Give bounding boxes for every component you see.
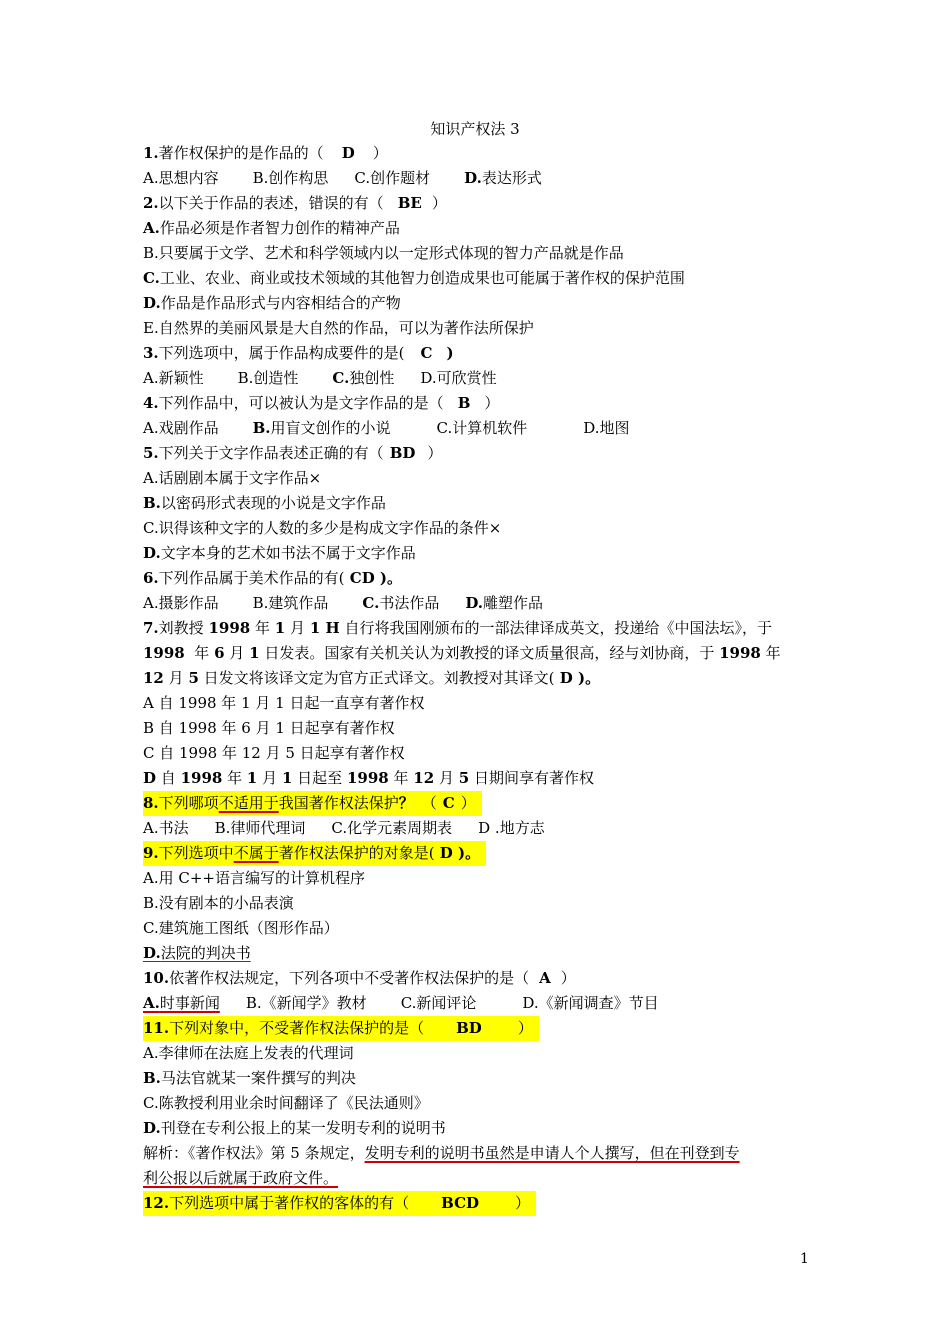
text: 刘教授 — [158, 619, 204, 637]
option-text: A 自 1998 年 1 月 1 日起一直享有著作权 — [143, 694, 425, 712]
text: 1998 — [346, 769, 389, 787]
text: 月 — [438, 769, 454, 787]
option-c: 书法作品 — [379, 594, 440, 612]
text: 年 — [393, 769, 409, 787]
question-bracket: ） — [484, 394, 500, 412]
option-text: C 自 1998 年 12 月 5 日起享有著作权 — [143, 744, 405, 762]
option-b: 用盲文创作的小说 — [270, 419, 391, 437]
option-text: B.没有剧本的小品表演 — [143, 894, 294, 912]
option-b: B.建筑作品 — [252, 594, 329, 612]
option-a: A.新颖性 — [143, 369, 204, 387]
option-d: D.《新闻调查》节目 — [522, 994, 659, 1012]
option-d-key: D. — [465, 594, 484, 612]
option-c: C.新闻评论 — [400, 994, 477, 1012]
option-key: B. — [143, 494, 161, 512]
option-c: C.化学元素周期表 — [331, 819, 453, 837]
question-bracket: ） — [517, 1019, 533, 1037]
question-bracket: )。 — [458, 844, 481, 862]
answer: BD — [389, 444, 416, 462]
option-key: D. — [143, 944, 161, 962]
question-number: 5. — [143, 444, 159, 462]
text: 1998 — [143, 644, 185, 662]
text: 月 — [229, 644, 245, 662]
answer: BE — [397, 194, 422, 212]
text: 日发表。国家有关机关认为刘教授的译文质量很高，经与刘协商，于 — [264, 644, 715, 662]
question-8 — [143, 791, 482, 816]
text: 1998 — [208, 619, 251, 637]
option-c: C.创作题材 — [354, 169, 431, 187]
question-text: 我国著作权法保护 — [278, 794, 399, 812]
text: 1 — [274, 619, 286, 637]
answer: C — [420, 344, 433, 362]
option-text: 工业、农业、商业或技术领域的其他智力创造成果也可能属于著作权的保护范围 — [159, 269, 685, 287]
option-a: A.戏剧作品 — [143, 419, 219, 437]
text: 1998 — [180, 769, 223, 787]
question-text: 以下关于作品的表述，错误的有（ — [158, 194, 384, 212]
question-text: 著作权保护的是作品的（ — [158, 144, 324, 162]
option-a: 时事新闻 — [159, 994, 220, 1012]
question-text: 下列哪项 — [158, 794, 219, 812]
text: 1 — [249, 644, 260, 662]
question-bracket: ) — [446, 344, 454, 362]
question-number: 10. — [143, 969, 170, 987]
question-number: 1. — [143, 144, 159, 162]
option-b — [143, 491, 813, 516]
option-text: 法院的判决书 — [160, 944, 251, 962]
option-b: B.创造性 — [237, 369, 299, 387]
option-text: 刊登在专利公报上的某一发明专利的说明书 — [160, 1119, 446, 1137]
answer: D — [341, 144, 355, 162]
option-c — [143, 266, 813, 291]
question-list — [143, 141, 813, 1216]
question-6 — [143, 566, 813, 591]
question-1 — [143, 141, 813, 166]
option-text: C.陈教授利用业余时间翻译了《民法通则》 — [143, 1094, 429, 1112]
text: 年 — [194, 644, 210, 662]
option-d: D.可欣赏性 — [420, 369, 497, 387]
document-title: 知识产权法 3 — [430, 120, 520, 138]
text: 月 — [290, 619, 306, 637]
option-key: A. — [143, 219, 160, 237]
question-number: 8. — [143, 794, 159, 812]
question-10 — [143, 966, 813, 991]
text: 6 — [214, 644, 225, 662]
question-number: 2. — [143, 194, 159, 212]
option-c — [143, 741, 813, 766]
text: 1 — [281, 769, 293, 787]
option-d — [143, 1116, 813, 1141]
question-11 — [143, 1016, 539, 1041]
option-e — [143, 316, 813, 341]
option-key: D. — [143, 1119, 161, 1137]
text: 日期间享有著作权 — [473, 769, 594, 787]
option-c — [143, 916, 813, 941]
question-number: 7. — [143, 619, 159, 637]
question-text: 下列选项中属于著作权的客体的有（ — [169, 1194, 410, 1212]
text: 12 — [413, 769, 435, 787]
option-a — [143, 691, 813, 716]
option-key: D. — [143, 294, 161, 312]
question-text: 下列选项中 — [158, 844, 234, 862]
option-b — [143, 241, 813, 266]
text: 年 — [227, 769, 243, 787]
option-c-key: C. — [332, 369, 350, 387]
text: 月 — [262, 769, 278, 787]
option-text: C.识得该种文字的人数的多少是构成文字作品的条件× — [143, 519, 502, 537]
question-4-options — [143, 416, 813, 441]
option-key: B. — [143, 1069, 161, 1087]
answer: BCD — [441, 1194, 480, 1212]
option-text: C.建筑施工图纸（图形作品） — [143, 919, 339, 937]
text: 日发文将该译文定为官方正式译文。刘教授对其译文( — [203, 669, 555, 687]
option-text: A.话剧剧本属于文字作品× — [143, 469, 322, 487]
text: 1 H — [309, 619, 340, 637]
option-key: D — [143, 769, 157, 787]
option-d: D .地方志 — [478, 819, 545, 837]
option-d: D.地图 — [583, 419, 630, 437]
question-8-options — [143, 816, 813, 841]
question-4 — [143, 391, 813, 416]
question-number: 6. — [143, 569, 159, 587]
question-bracket: ） — [372, 144, 388, 162]
text: 1 — [246, 769, 258, 787]
question-text: 下列作品中，可以被认为是文字作品的是（ — [158, 394, 444, 412]
explanation-line-1 — [143, 1141, 813, 1166]
question-bracket: )。 — [379, 569, 403, 587]
option-text: E.自然界的美丽风景是大自然的作品，可以为著作法所保护 — [143, 319, 534, 337]
option-text: 文字本身的艺术如书法不属于文字作品 — [160, 544, 416, 562]
question-number: 12. — [143, 1194, 170, 1212]
answer: B — [457, 394, 471, 412]
question-text: 下列关于文字作品表述正确的有（ — [158, 444, 384, 462]
option-b — [143, 891, 813, 916]
option-b-key: B. — [252, 419, 271, 437]
option-a: A.摄影作品 — [143, 594, 219, 612]
question-text: 下列对象中，不受著作权法保护的是（ — [169, 1019, 425, 1037]
text: 月 — [168, 669, 184, 687]
text: 5 — [458, 769, 470, 787]
explanation-line-2 — [143, 1166, 813, 1191]
answer: BD — [456, 1019, 482, 1037]
question-number: 3. — [143, 344, 159, 362]
text: 12 — [143, 669, 164, 687]
question-bracket: ） — [460, 794, 476, 812]
option-c: 独创性 — [349, 369, 395, 387]
question-7-line-2 — [143, 641, 813, 666]
question-bracket: ） — [431, 194, 447, 212]
question-number: 9. — [143, 844, 159, 862]
option-a — [143, 466, 813, 491]
option-text: B 自 1998 年 6 月 1 日起享有著作权 — [143, 719, 395, 737]
answer: CD — [344, 569, 380, 587]
question-text: 著作权法保护的对象是( — [278, 844, 435, 862]
option-b — [143, 716, 813, 741]
option-text: 作品必须是作者智力创作的精神产品 — [159, 219, 400, 237]
text: 自行将我国刚颁布的一部法律译成英文，投递给《中国法坛》，于 — [344, 619, 772, 637]
text: 自 — [160, 769, 176, 787]
option-text: 作品是作品形式与内容相结合的产物 — [160, 294, 401, 312]
question-text: 下列作品属于美术作品的有( — [158, 569, 345, 587]
option-d-key: D. — [464, 169, 482, 187]
explanation-text-underlined: 利公报以后就属于政府文件。 — [143, 1169, 339, 1187]
option-a — [143, 866, 813, 891]
question-10-options — [143, 991, 813, 1016]
question-number: 11. — [143, 1019, 170, 1037]
question-text: 依著作权法规定，下列各项中不受著作权法保护的是（ — [169, 969, 530, 987]
question-9 — [143, 841, 486, 866]
option-c: C.计算机软件 — [436, 419, 528, 437]
page-number: 1 — [800, 1251, 809, 1267]
question-number: 4. — [143, 394, 159, 412]
text: )。 — [577, 669, 601, 687]
option-a-key: A. — [143, 994, 160, 1012]
option-b: B.律师代理词 — [214, 819, 306, 837]
option-text: A.用 C++语言编写的计算机程序 — [143, 869, 365, 887]
question-text: 下列选项中，属于作品构成要件的是( — [158, 344, 405, 362]
option-text: B.只要属于文学、艺术和科学领域内以一定形式体现的智力产品就是作品 — [143, 244, 624, 262]
question-mark: ？ — [398, 794, 414, 812]
text: 日起至 — [297, 769, 343, 787]
question-bracket: （ — [421, 794, 437, 812]
answer: C — [442, 794, 455, 812]
option-text: 以密码形式表现的小说是文字作品 — [160, 494, 386, 512]
question-bracket: ） — [560, 969, 576, 987]
text: 年 — [255, 619, 271, 637]
question-7-line-1 — [143, 616, 813, 641]
answer: D — [434, 844, 459, 862]
option-d — [143, 291, 813, 316]
option-c — [143, 1091, 813, 1116]
option-key: C. — [143, 269, 160, 287]
question-3 — [143, 341, 813, 366]
option-a: A.书法 — [143, 819, 189, 837]
question-bracket: ） — [515, 1194, 531, 1212]
option-d: 表达形式 — [481, 169, 542, 187]
option-b — [143, 1066, 813, 1091]
question-2 — [143, 191, 813, 216]
option-key: D. — [143, 544, 161, 562]
explanation-text-underlined: 发明专利的说明书虽然是申请人个人撰写，但在刊登到专 — [364, 1144, 740, 1162]
answer: D — [554, 669, 578, 687]
option-d — [143, 541, 813, 566]
question-12 — [143, 1191, 536, 1216]
option-d — [143, 766, 813, 791]
question-text-underlined: 不属于 — [233, 844, 279, 862]
option-c — [143, 516, 813, 541]
option-a: A.思想内容 — [143, 169, 219, 187]
question-bracket: ） — [427, 444, 443, 462]
option-b: B.《新闻学》教材 — [245, 994, 367, 1012]
text: 1998 — [719, 644, 761, 662]
question-3-options — [143, 366, 813, 391]
text: 年 — [765, 644, 781, 662]
explanation-text: 解析：《著作权法》第 5 条规定， — [143, 1144, 365, 1162]
option-d: 雕塑作品 — [483, 594, 544, 612]
answer: A — [539, 969, 551, 987]
option-a — [143, 216, 813, 241]
question-1-options — [143, 166, 813, 191]
option-b: B.创作构思 — [252, 169, 329, 187]
question-7-line-3 — [143, 666, 813, 691]
option-d — [143, 941, 813, 966]
question-5 — [143, 441, 813, 466]
question-6-options — [143, 591, 813, 616]
option-a — [143, 1041, 813, 1066]
question-text-underlined: 不适用于 — [218, 794, 279, 812]
option-text: 马法官就某一案件撰写的判决 — [160, 1069, 356, 1087]
option-text: A.李律师在法庭上发表的代理词 — [143, 1044, 354, 1062]
option-c-key: C. — [362, 594, 380, 612]
text: 5 — [188, 669, 199, 687]
